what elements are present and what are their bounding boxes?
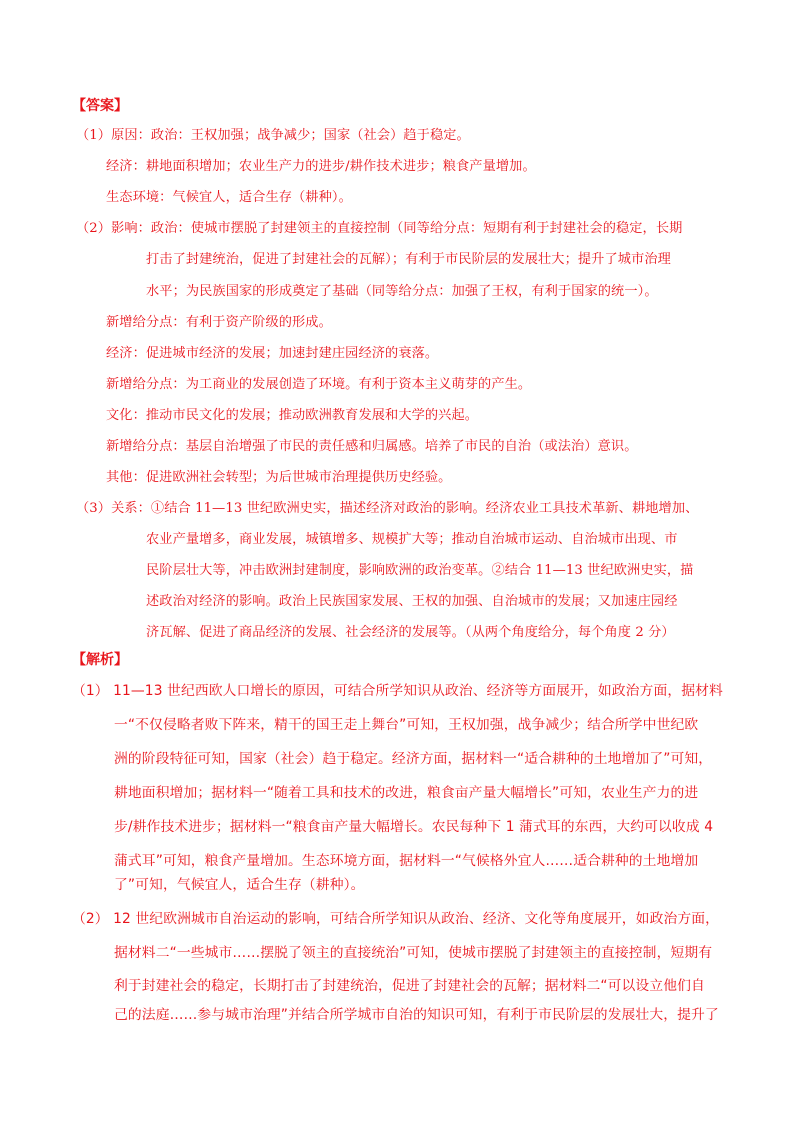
analysis-line: 利于封建社会的稳定，长期打击了封建统治，促进了封建社会的瓦解；据材料二“可以设立他们自 — [114, 978, 705, 994]
answer-line: 新增给分点：为工商业的发展创造了环境。有利于资本主义萌芽的产生。 — [106, 377, 532, 392]
analysis-line: 耕地面积增加；据材料一“随着工具和技术的改进，粮食亩产量大幅增长”可知，农业生产力的进 — [114, 785, 699, 801]
analysis-line: 步/耕作技术进步；据材料一“粮食亩产量大幅增长。农民每种下 1 蒲式耳的东西，大约可以收成 4 — [114, 819, 714, 835]
analysis-line: 洲的阶段特征可知，国家（社会）趋于稳定。经济方面，据材料一“适合耕种的土地增加了”可知， — [114, 751, 713, 767]
answer-line: 其他：促进欧洲社会转型；为后世城市治理提供历史经验。 — [106, 470, 452, 485]
analysis-line: 蒲式耳”可知，粮食产量增加。生态环境方面，据材料一“气候格外宜人……适合耕种的土地增加 — [114, 853, 699, 869]
answer-line: 经济：耕地面积增加；农业生产力的进步/耕作技术进步；粮食产量增加。 — [106, 159, 536, 174]
answer-line: 文化：推动市民文化的发展；推动欧洲教育发展和大学的兴起。 — [106, 408, 479, 423]
answer-line: 水平；为民族国家的形成奠定了基础（同等给分点：加强了王权，有利于国家的统一）。 — [146, 284, 658, 299]
analysis-heading: 【解析】 — [72, 652, 128, 668]
answer-line: 打击了封建统治，促进了封建社会的瓦解）；有利于市民阶层的发展壮大；提升了城市治理 — [146, 252, 671, 267]
answer-line: （1）原因：政治：王权加强；战争减少；国家（社会）趋于稳定。 — [76, 128, 470, 143]
answer-line: 农业产量增多，商业发展，城镇增多、规模扩大等；推动自治城市运动、自治城市出现、市 — [146, 532, 678, 547]
answer-line: （3）关系：①结合 11—13 世纪欧洲史实，描述经济对政治的影响。经济农业工具技术革新、耕地增加、 — [76, 501, 699, 516]
answer-line: 经济：促进城市经济的发展；加速封建庄园经济的衰落。 — [106, 346, 439, 361]
answer-heading: 【答案】 — [72, 98, 128, 114]
answer-line: 述政治对经济的影响。政治上民族国家发展、王权的加强、自治城市的发展；又加速庄园经 — [146, 594, 678, 609]
analysis-line: （2） 12 世纪欧洲城市自治运动的影响，可结合所学知识从政治、经济、文化等角度展开，如政治方面， — [72, 911, 720, 927]
analysis-line: 据材料二“一些城市……摆脱了领主的直接统治”可知，使城市摆脱了封建领主的直接控制，短期有 — [114, 945, 713, 961]
answer-line: 新增给分点：有利于资产阶级的形成。 — [106, 315, 332, 330]
answer-line: 生态环境：气候宜人，适合生存（耕种）。 — [106, 190, 352, 205]
answer-line: 新增给分点：基层自治增强了市民的责任感和归属感。培养了市民的自治（或法治）意识。 — [106, 439, 638, 454]
answer-line: 济瓦解、促进了商品经济的发展、社会经济的发展等。（从两个角度给分，每个角度 2 分） — [146, 625, 675, 640]
answer-line: （2）影响：政治：使城市摆脱了封建领主的直接控制（同等给分点：短期有利于封建社会的稳定，长期 — [76, 221, 683, 236]
analysis-line: （1） 11—13 世纪西欧人口增长的原因，可结合所学知识从政治、经济等方面展开，如政治方面，据材料 — [72, 683, 723, 699]
analysis-line: 了”可知，气候宜人，适合生存（耕种）。 — [114, 877, 365, 893]
analysis-line: 己的法庭……参与城市治理”并结合所学城市自治的知识可知，有利于市民阶层的发展壮大，提升了 — [114, 1007, 719, 1023]
analysis-line: 一“不仅侵略者败下阵来，精干的国王走上舞台”可知，王权加强，战争减少；结合所学中世纪欧 — [114, 717, 699, 733]
answer-line: 民阶层壮大等，冲击欧洲封建制度，影响欧洲的政治变革。②结合 11—13 世纪欧洲史实，描 — [146, 563, 694, 578]
